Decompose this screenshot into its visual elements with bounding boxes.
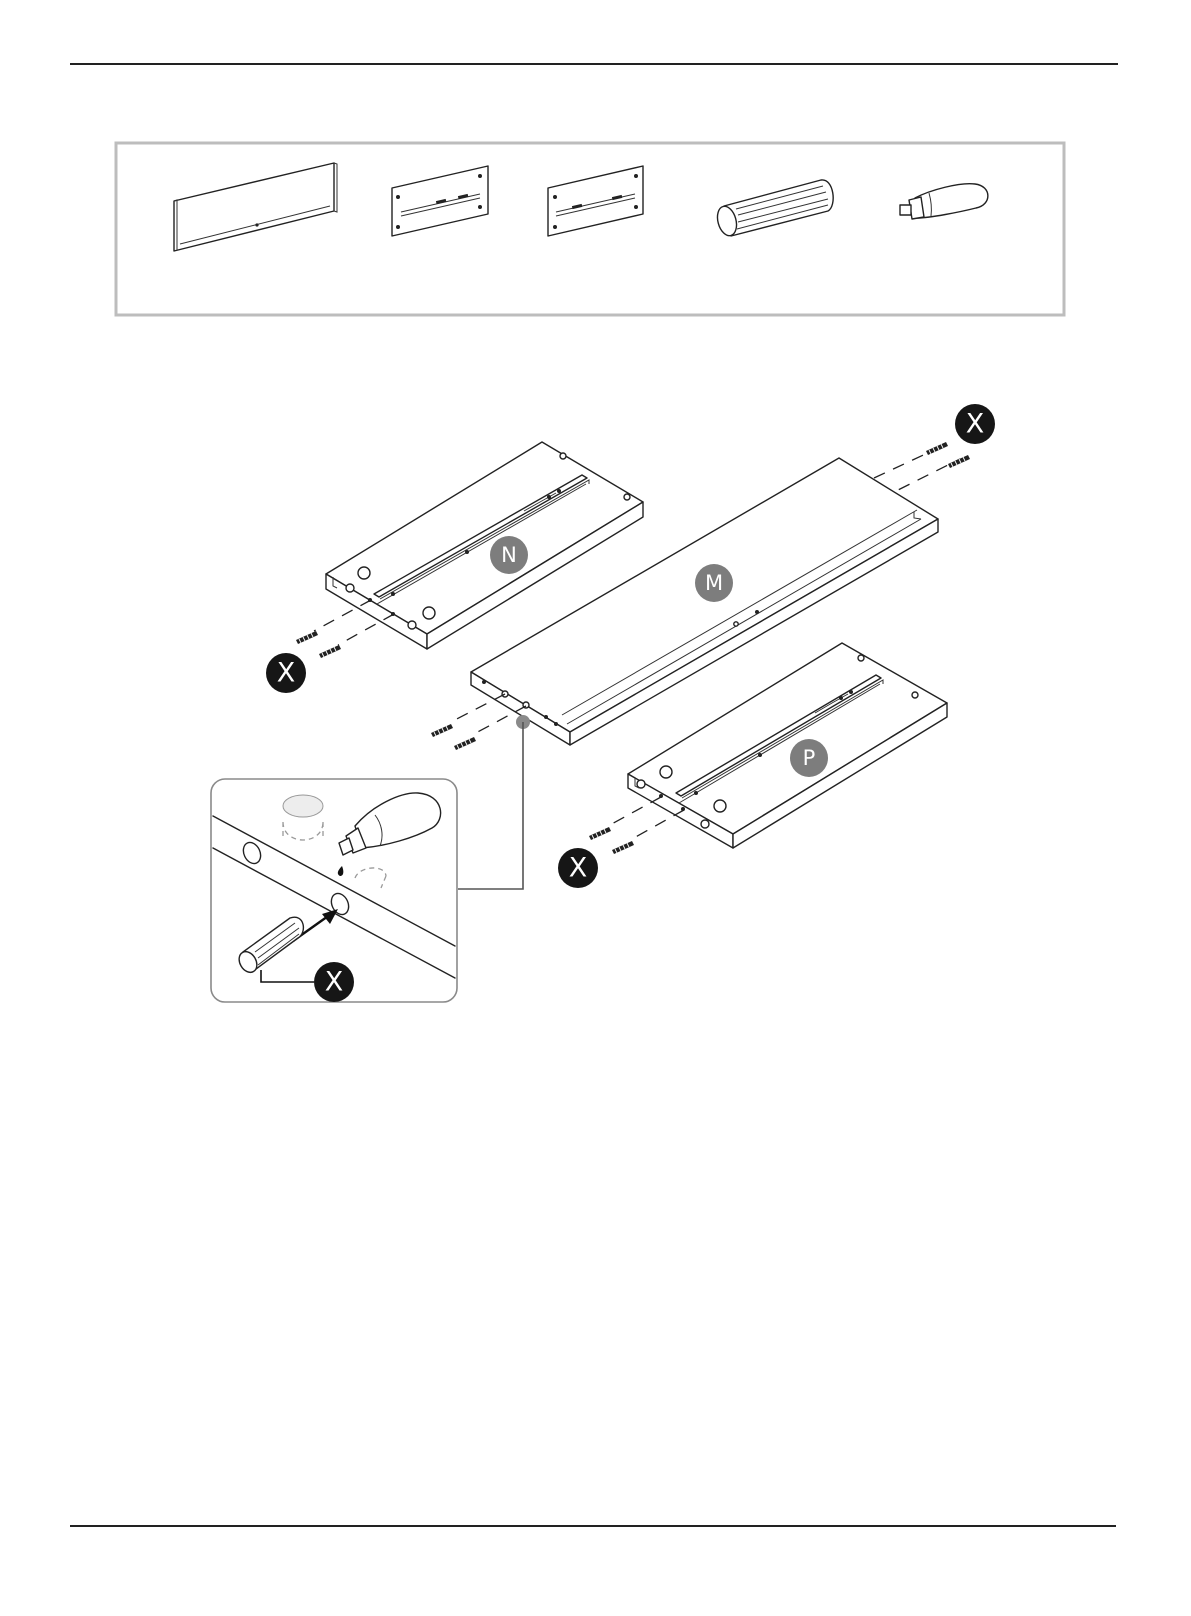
dowel-label-x: X — [965, 408, 985, 440]
guide-line — [338, 614, 394, 645]
detail-dowel-label-x: X — [324, 966, 344, 998]
panel-label-p: P — [802, 746, 816, 770]
detail-inset — [211, 779, 457, 1002]
dowel-icon — [612, 841, 634, 854]
panel-label-m: M — [704, 571, 724, 595]
guide-line — [608, 797, 661, 826]
panel-label-n: N — [501, 543, 517, 567]
guide-line — [632, 810, 684, 839]
dowel-icon — [948, 455, 970, 468]
dowel-icon — [319, 645, 341, 658]
dowel-icon — [454, 737, 476, 750]
callout-line — [458, 722, 523, 889]
dowel-label-x: X — [568, 852, 588, 884]
guide-line — [314, 600, 371, 631]
dowel-label-x: X — [276, 657, 296, 689]
dowel-icon — [296, 631, 318, 644]
dowel-icon — [926, 442, 948, 455]
parts-tray — [116, 143, 1064, 315]
dowel-icon — [431, 724, 453, 737]
dowel-icon — [589, 827, 611, 840]
guide-line — [451, 694, 505, 722]
